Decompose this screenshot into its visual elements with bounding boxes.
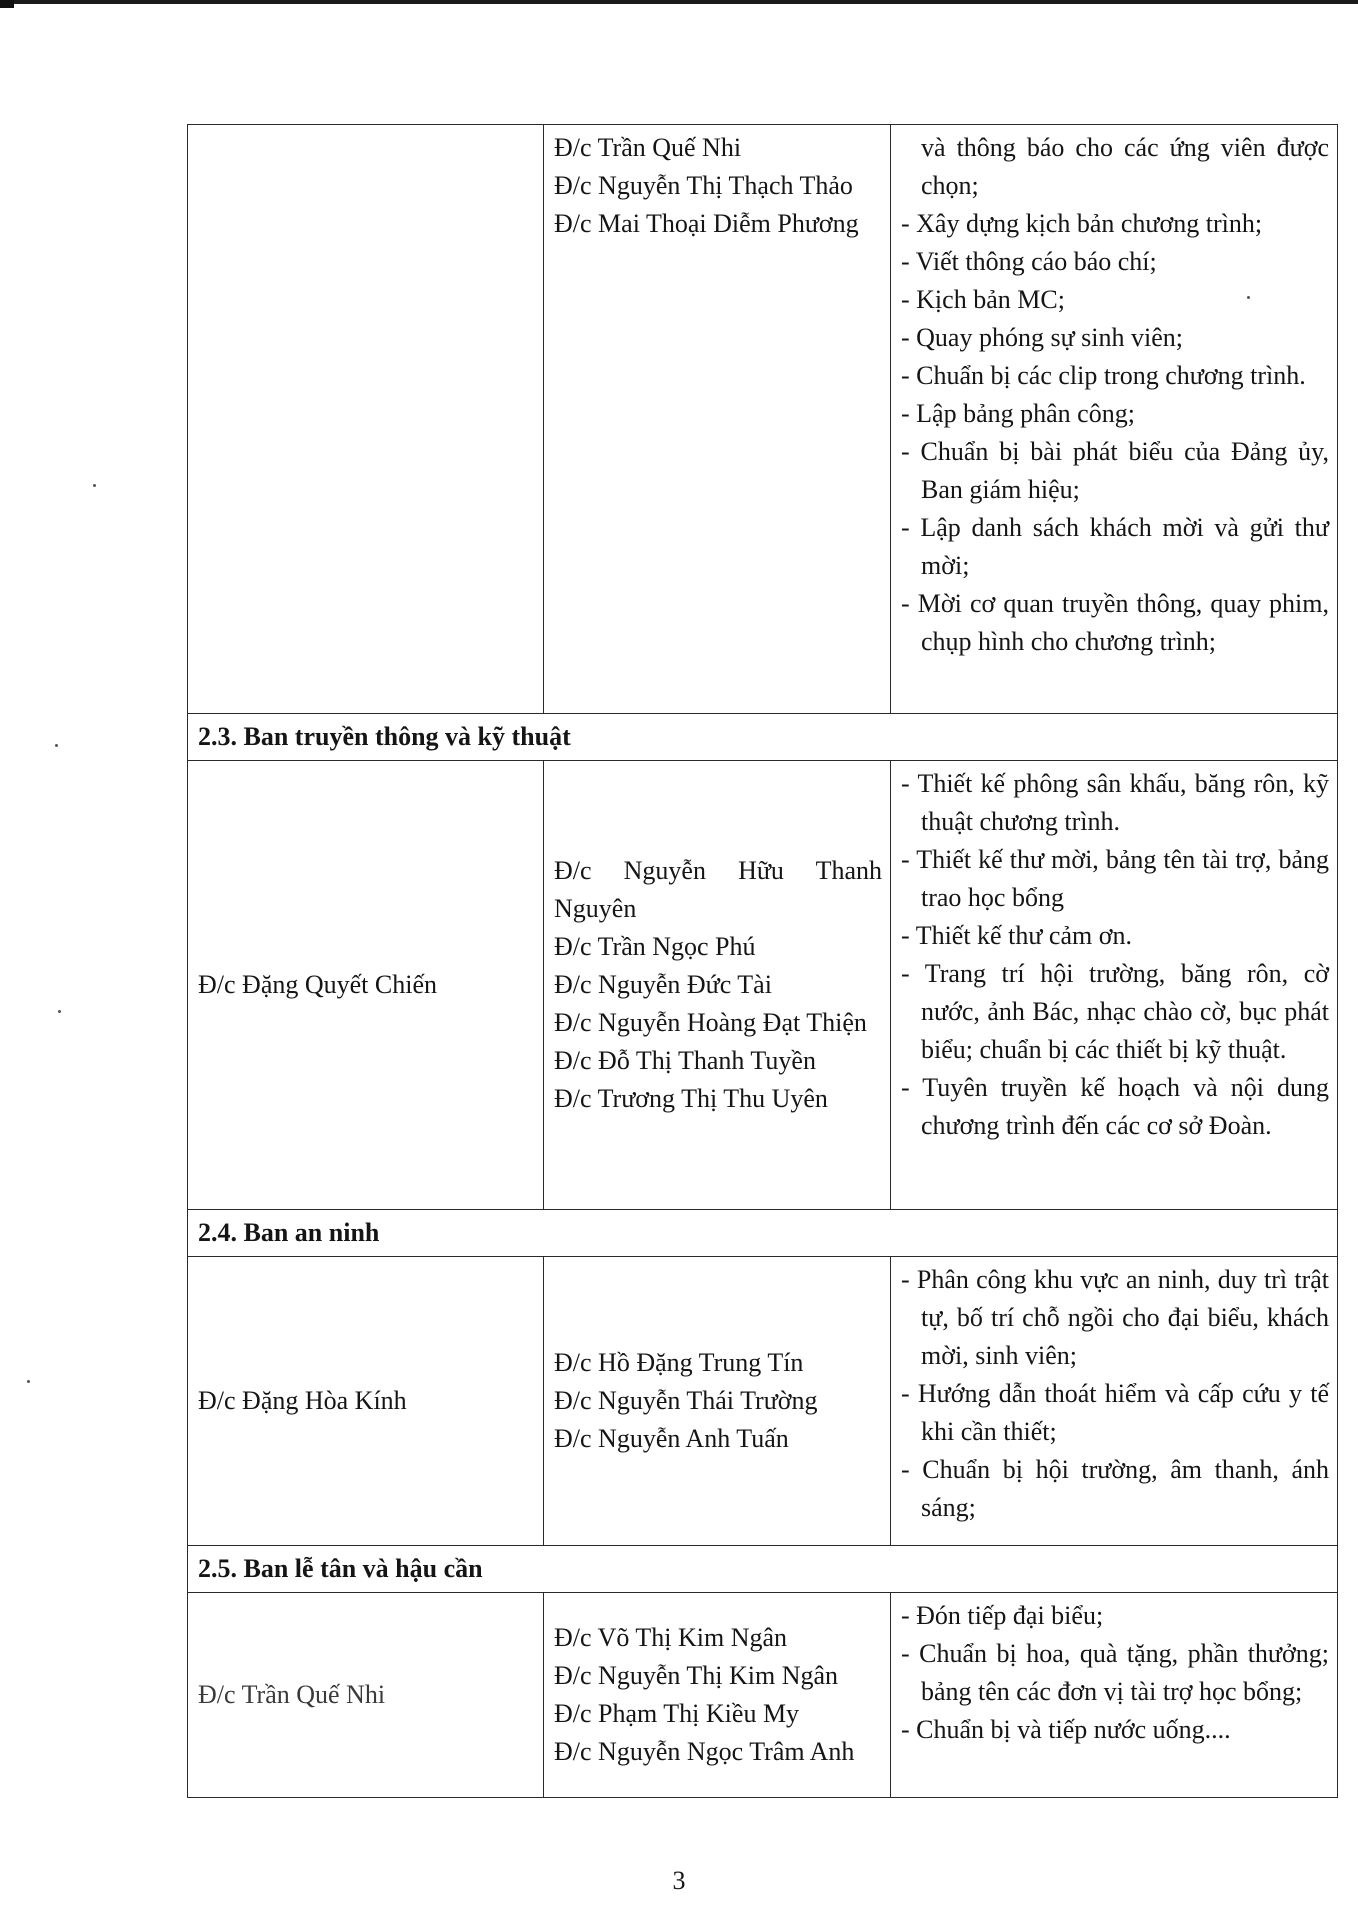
scan-top-edge	[0, 0, 1358, 4]
scan-speck	[58, 1010, 61, 1013]
members-cell	[544, 1593, 891, 1798]
member-name: Đ/c Nguyễn Hữu Thanh Nguyên	[554, 856, 882, 923]
task-item: - Thiết kế phông sân khấu, băng rôn, kỹ thuật chương trình.	[901, 769, 1329, 836]
task-item: - Thiết kế thư mời, bảng tên tài trợ, bảng trao học bổng	[901, 845, 1329, 912]
section-header-row	[188, 1210, 1338, 1257]
scan-speck	[55, 744, 58, 747]
member-name: Đ/c Mai Thoại Diễm Phương	[554, 209, 859, 238]
section-title: 2.3. Ban truyền thông và kỹ thuật	[188, 714, 1338, 761]
leader-cell: Đ/c Đặng Hòa Kính	[188, 1257, 544, 1546]
member-name: Đ/c Nguyễn Thị Kim Ngân	[554, 1661, 839, 1690]
table-row	[188, 761, 1338, 1210]
section-title: 2.4. Ban an ninh	[188, 1210, 1338, 1257]
member-name: Đ/c Trần Quế Nhi	[554, 133, 742, 162]
member-name: Đ/c Nguyễn Thị Thạch Thảo	[554, 171, 853, 200]
task-list	[901, 765, 1329, 1145]
member-name: Đ/c Trương Thị Thu Uyên	[554, 1084, 828, 1113]
members-cell	[544, 761, 891, 1210]
leader-cell	[188, 125, 544, 714]
task-item: - Phân công khu vực an ninh, duy trì trật tự, bố trí chỗ ngồi cho đại biểu, khách mời, sinh viên;	[901, 1265, 1329, 1370]
scan-corner-mark	[0, 0, 14, 8]
assignment-table	[187, 124, 1338, 1798]
task-item: - Chuẩn bị và tiếp nước uống....	[901, 1715, 1231, 1744]
leader-cell: Đ/c Trần Quế Nhi	[188, 1593, 544, 1798]
member-name: Đ/c Đỗ Thị Thanh Tuyền	[554, 1046, 816, 1075]
member-name: Đ/c Hồ Đặng Trung Tín	[554, 1348, 804, 1377]
member-name: Đ/c Nguyễn Hoàng Đạt Thiện	[554, 1008, 867, 1037]
task-item: - Lập danh sách khách mời và gửi thư mời;	[901, 513, 1329, 580]
task-item: - Đón tiếp đại biểu;	[901, 1601, 1104, 1630]
tasks-cell	[891, 1593, 1338, 1798]
section-header-row	[188, 714, 1338, 761]
members-cell	[544, 1257, 891, 1546]
task-item: - Lập bảng phân công;	[901, 399, 1135, 428]
tasks-cell	[891, 761, 1338, 1210]
task-item: - Tuyên truyền kế hoạch và nội dung chương trình đến các cơ sở Đoàn.	[901, 1073, 1329, 1140]
tasks-cell	[891, 125, 1338, 714]
task-item: - Quay phóng sự sinh viên;	[901, 323, 1184, 352]
section-title: 2.5. Ban lễ tân và hậu cần	[188, 1546, 1338, 1593]
task-item: và thông báo cho các ứng viên được chọn;	[921, 133, 1329, 200]
page-number: 3	[672, 1866, 686, 1895]
task-list	[901, 1597, 1329, 1749]
table-row	[188, 125, 1338, 714]
task-item: - Hướng dẫn thoát hiểm và cấp cứu y tế khi cần thiết;	[901, 1379, 1329, 1446]
section-header-row	[188, 1546, 1338, 1593]
member-name: Đ/c Nguyễn Thái Trường	[554, 1386, 818, 1415]
member-name: Đ/c Nguyễn Anh Tuấn	[554, 1424, 789, 1453]
task-item: - Trang trí hội trường, băng rôn, cờ nước, ảnh Bác, nhạc chào cờ, bục phát biểu; chuẩn bị các thiết bị kỹ thuật.	[901, 959, 1329, 1064]
task-item: - Chuẩn bị hội trường, âm thanh, ánh sáng;	[901, 1455, 1329, 1522]
member-name: Đ/c Trần Ngọc Phú	[554, 932, 756, 961]
table-row	[188, 1593, 1338, 1798]
leader-cell: Đ/c Đặng Quyết Chiến	[188, 761, 544, 1210]
member-name: Đ/c Võ Thị Kim Ngân	[554, 1623, 788, 1652]
task-item: - Chuẩn bị hoa, quà tặng, phần thưởng; bảng tên các đơn vị tài trợ học bổng;	[901, 1639, 1329, 1706]
table-row	[188, 1257, 1338, 1546]
task-item: - Xây dựng kịch bản chương trình;	[901, 209, 1263, 238]
scan-speck	[27, 1380, 30, 1383]
member-name: Đ/c Nguyễn Đức Tài	[554, 970, 772, 999]
task-item: - Chuẩn bị các clip trong chương trình.	[901, 361, 1306, 390]
task-item: - Thiết kế thư cảm ơn.	[901, 921, 1132, 950]
member-name: Đ/c Nguyễn Ngọc Trâm Anh	[554, 1737, 855, 1766]
tasks-cell	[891, 1257, 1338, 1546]
task-item: - Mời cơ quan truyền thông, quay phim, chụp hình cho chương trình;	[901, 589, 1329, 656]
scan-speck	[93, 484, 96, 487]
member-name: Đ/c Phạm Thị Kiều My	[554, 1699, 800, 1728]
members-cell	[544, 125, 891, 714]
task-list	[901, 1261, 1329, 1527]
task-item: - Kịch bản MC;	[901, 285, 1065, 314]
task-item: - Viết thông cáo báo chí;	[901, 247, 1157, 276]
task-list	[901, 129, 1329, 661]
task-item: - Chuẩn bị bài phát biểu của Đảng ủy, Ban giám hiệu;	[901, 437, 1329, 504]
